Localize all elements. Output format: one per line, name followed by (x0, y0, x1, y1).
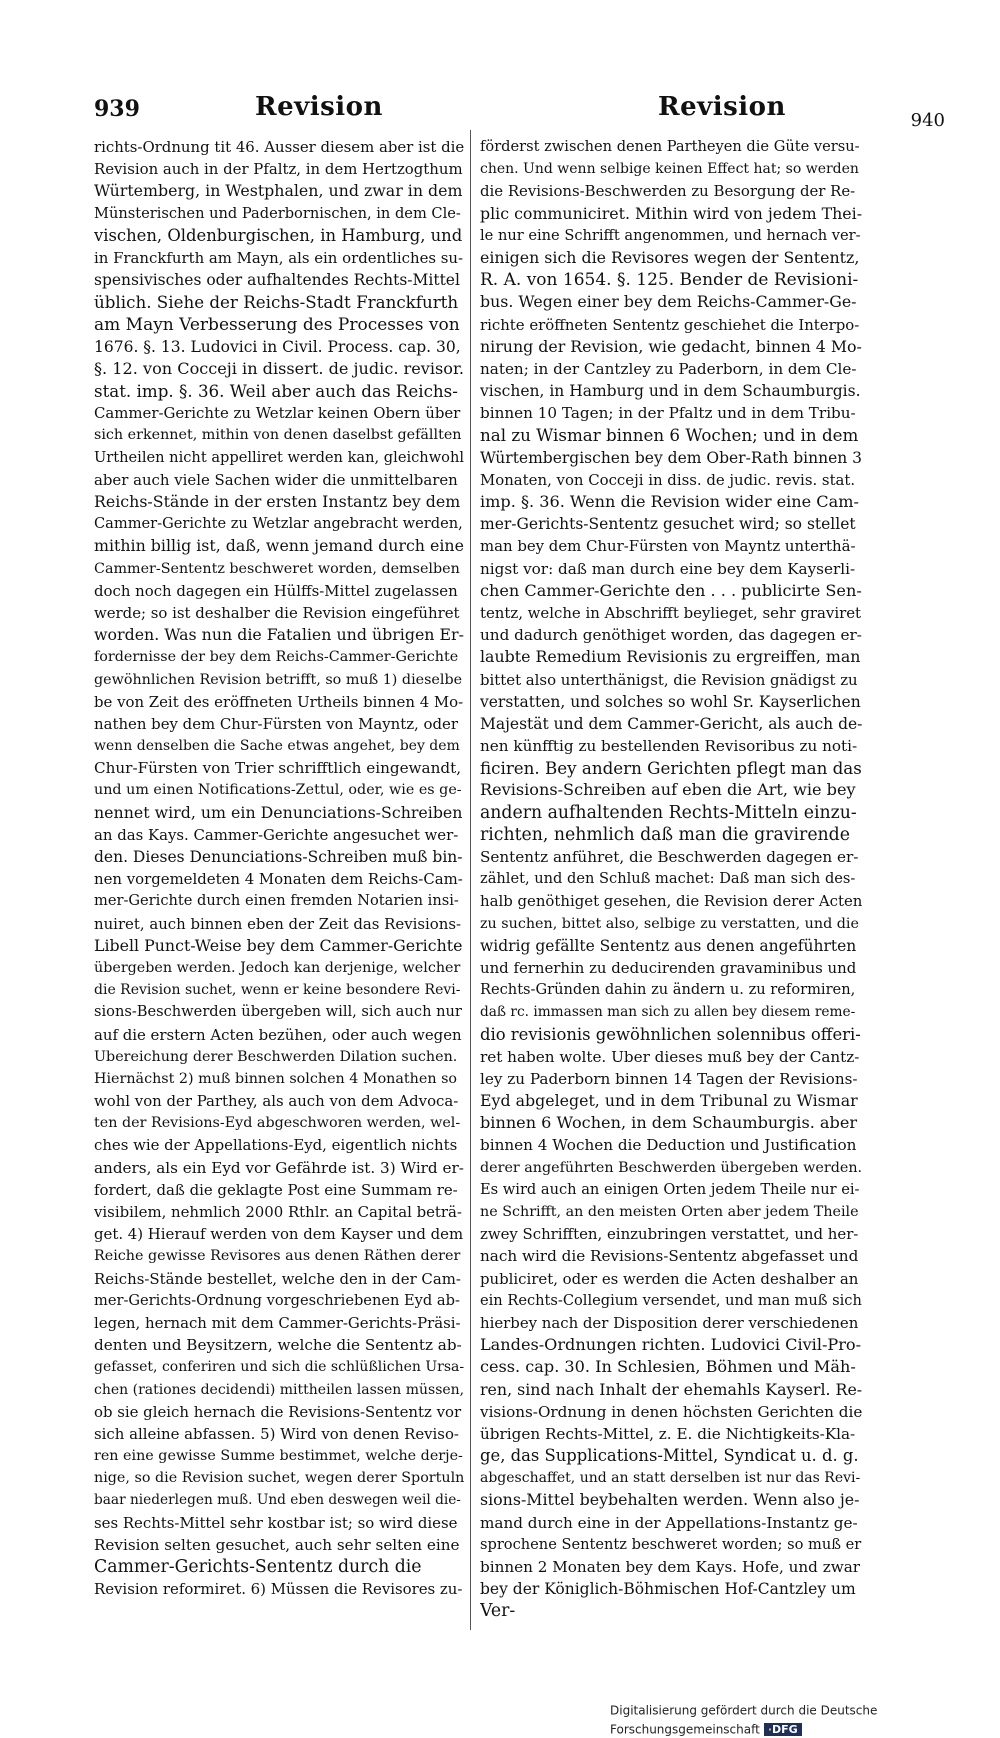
text-line: ob sie gleich hernach die Revisions-Sententz vor (94, 1402, 462, 1421)
text-line: dio revisionis gewöhnlichen solennibus offeri- (480, 1024, 861, 1044)
text-line: nen vorgemeldeten 4 Monaten dem Reichs-Cam- (94, 870, 463, 889)
text-line: anders, als ein Eyd vor Gefährde ist. 3) Wird er- (94, 1158, 464, 1177)
text-line: le nur eine Schrifft angenommen, und hernach ver- (480, 226, 861, 244)
text-line: mer-Gerichte durch einen fremden Notarien insi- (94, 892, 459, 910)
text-line: daß rc. immassen man sich zu allen bey diesem reme- (480, 1004, 856, 1021)
text-line: chen (rationes decidendi) mittheilen lassen müssen, (94, 1381, 464, 1398)
dfg-logo: ·DFG (764, 1723, 802, 1736)
text-line: Würtembergischen bey dem Ober-Rath binnen 3 (480, 448, 862, 467)
text-line: ficiren. Bey andern Gerichten pflegt man das (480, 758, 862, 779)
text-line: Cammer-Gerichte zu Wetzlar keinen Obern über (94, 404, 461, 423)
text-line: auf die erstern Acten bezühen, oder auch wegen (94, 1025, 462, 1044)
text-line: spensivisches oder aufhaltendes Rechts-Mittel (94, 271, 460, 290)
text-line: mer-Gerichts-Ordnung vorgeschriebenen Eyd ab- (94, 1291, 460, 1309)
text-line: Reichs-Stände bestellet, welche den in der Cam- (94, 1269, 461, 1288)
text-line: get. 4) Hierauf werden von dem Kayser und dem (94, 1225, 464, 1244)
text-line: binnen 6 Wochen, in dem Schaumburgis. aber (480, 1113, 858, 1133)
text-line: sions-Beschwerden übergeben will, sich auch nur (94, 1003, 462, 1021)
text-line: chen Cammer-Gerichte den . . . publicirte Sen- (480, 580, 862, 600)
text-line: widrig gefällte Sententz aus denen angeführten (480, 936, 857, 955)
text-line: und fernerhin zu deducirenden gravaminibus und (480, 958, 857, 977)
text-line: an das Kays. Cammer-Gerichte angesuchet wer- (94, 825, 459, 844)
text-line: binnen 10 Tagen; in der Pfaltz und in dem Tribu- (480, 404, 856, 423)
text-line: und um einen Notifications-Zettul, oder, wie es ge- (94, 782, 462, 799)
text-line: Hiernächst 2) muß binnen solchen 4 Monathen so (94, 1070, 458, 1087)
text-line: gefasset, conferiren und sich die schlüßlichen Ursa- (94, 1359, 464, 1376)
text-line: vischen, Oldenburgischen, in Hamburg, und (94, 225, 463, 245)
text-line: Cammer-Sententz beschweret worden, demselben (94, 560, 460, 577)
text-line: §. 12. von Cocceji in dissert. de judic. revisor. (94, 358, 464, 378)
text-line: Cammer-Gerichte zu Wetzlar angebracht werden, (94, 515, 463, 533)
text-line: Rechts-Gründen dahin zu ändern u. zu reformiren, (480, 981, 856, 999)
text-line: cess. cap. 30. In Schlesien, Böhmen und Mäh- (480, 1357, 856, 1377)
text-line: in Franckfurth am Mayn, als ein ordentliches su- (94, 248, 464, 267)
text-line: übrigen Rechts-Mittel, z. E. die Nichtigkeits-Kla- (480, 1424, 856, 1443)
text-line: bittet also unterthänigst, die Revision gnädigst zu (480, 670, 858, 689)
text-line: bus. Wegen einer bey dem Reichs-Cammer-Ge- (480, 292, 857, 312)
text-line: mithin billig ist, daß, wenn jemand durch eine (94, 536, 464, 556)
text-line: Reiche gewisse Revisores aus denen Räthen derer (94, 1248, 461, 1265)
text-line: wenn denselben die Sache etwas angehet, bey dem (94, 738, 460, 755)
text-line: sich alleine abfassen. 5) Wird von denen Reviso- (94, 1424, 459, 1443)
credit-text: Digitalisierung gefördert durch die Deutsche Forschungsgemeinschaft (610, 1703, 878, 1737)
text-line: gewöhnlichen Revision betrifft, so muß 1) dieselbe (94, 671, 463, 688)
text-line: nennet wird, um ein Denunciations-Schreiben (94, 802, 463, 822)
text-line: Monaten, von Cocceji in diss. de judic. revis. stat. (480, 470, 856, 489)
text-line: Revision reformiret. 6) Müssen die Revisores zu- (94, 1580, 463, 1599)
text-line: visibilem, nehmlich 2000 Rthlr. an Capital beträ- (94, 1203, 462, 1221)
text-line: tentz, welche in Abschrifft beylieget, sehr graviret (480, 603, 861, 622)
text-line: ren eine gewisse Summe bestimmet, welche derje- (94, 1448, 463, 1465)
text-line: verstatten, und solches so wohl Sr. Kayserlichen (480, 692, 861, 711)
text-line: ge, das Supplications-Mittel, Syndicat u. d. g. (480, 1446, 859, 1466)
text-line: ses Rechts-Mittel sehr kostbar ist; so wird diese (94, 1513, 458, 1532)
text-line: laubte Remedium Revisionis zu ergreiffen, man (480, 647, 861, 667)
text-line: einigen sich die Revisores wegen der Sententz, (480, 247, 860, 267)
text-line: andern aufhaltenden Rechts-Mitteln einzu- (480, 802, 857, 823)
text-line: legen, hernach mit dem Cammer-Gerichts-Präsi- (94, 1313, 461, 1332)
text-line: halb genöthiget gesehen, die Revision derer Acten (480, 892, 862, 911)
text-line: zu suchen, bittet also, selbige zu verstatten, und die (480, 915, 859, 932)
text-line: baar niederlegen muß. Und eben deswegen weil die- (94, 1492, 461, 1509)
text-line: am Mayn Verbesserung des Processes von (94, 314, 460, 335)
dfg-logo-text: DFG (772, 1723, 798, 1736)
text-line: doch noch dagegen ein Hülffs-Mittel zugelassen (94, 581, 458, 600)
digitization-credit (610, 1700, 1000, 1737)
text-line: ten der Revisions-Eyd abgeschworen werden, wel- (94, 1115, 461, 1132)
text-line: ret haben wolte. Uber dieses muß bey der Cantz- (480, 1047, 860, 1066)
left-page-number: 939 (94, 96, 140, 122)
text-line: nige, so die Revision suchet, wegen derer Sportuln (94, 1470, 464, 1487)
right-running-head: Revision (658, 92, 786, 122)
text-line: fordernisse der bey dem Reichs-Cammer-Gerichte (94, 649, 459, 666)
text-line: fordert, daß die geklagte Post eine Summam re- (94, 1180, 458, 1199)
text-line: nach wird die Revisions-Sententz abgefasset und (480, 1247, 859, 1266)
text-line: Ver- (480, 1601, 516, 1622)
text-line: zählet, und den Schluß machet: Daß man sich des- (480, 870, 856, 888)
text-line: ley zu Paderborn binnen 14 Tagen der Revisions- (480, 1069, 858, 1088)
text-line: Würtemberg, in Westphalen, und zwar in dem (94, 181, 463, 201)
text-line: zwey Schrifften, einzubringen verstattet, und her- (480, 1225, 859, 1244)
text-line: nuiret, auch binnen eben der Zeit das Revisions- (94, 914, 461, 933)
text-line: Münsterischen und Paderbornischen, in dem Cle- (94, 204, 461, 222)
text-line: übergeben werden. Jedoch kan derjenige, welcher (94, 959, 461, 976)
left-column (94, 136, 464, 1600)
text-line: Reichs-Stände in der ersten Instantz bey dem (94, 492, 461, 511)
text-line: sions-Mittel beybehalten werden. Wenn also je- (480, 1490, 860, 1510)
text-line: binnen 4 Wochen die Deduction und Justification (480, 1136, 857, 1155)
text-line: nal zu Wismar binnen 6 Wochen; und in dem (480, 425, 859, 446)
text-line: Revisions-Schreiben auf eben die Art, wie bey (480, 780, 856, 800)
text-line: richten, nehmlich daß man die gravirende (480, 824, 850, 845)
text-line: chen. Und wenn selbige keinen Effect hat; so werden (480, 161, 859, 178)
text-line: Libell Punct-Weise bey dem Cammer-Gerichte (94, 935, 463, 955)
text-line: derer angeführten Beschwerden übergeben werden. (480, 1159, 862, 1176)
text-line: naten; in der Cantzley zu Paderborn, in dem Cle- (480, 359, 857, 378)
text-line: denten und Beysitzern, welche die Sententz ab- (94, 1336, 462, 1355)
text-line: Majestät und dem Cammer-Gericht, als auch de- (480, 714, 862, 733)
text-line: nigst vor: daß man durch eine bey dem Kayserli- (480, 559, 856, 578)
text-line: die Revisions-Beschwerden zu Besorgung der Re- (480, 182, 856, 201)
text-line: stat. imp. §. 36. Weil aber auch das Reichs- (94, 381, 458, 402)
text-line: bey der Königlich-Böhmischen Hof-Cantzley um (480, 1580, 856, 1599)
left-running-head: Revision (255, 92, 383, 122)
text-line: den. Dieses Denunciations-Schreiben muß bin- (94, 848, 463, 866)
text-line: Sententz anführet, die Beschwerden dagegen er- (480, 848, 859, 866)
text-line: hierbey nach der Disposition derer verschiedenen (480, 1313, 859, 1332)
text-line: mand durch eine in der Appellations-Instantz ge- (480, 1513, 858, 1532)
text-line: visions-Ordnung in denen höchsten Gerichten die (480, 1402, 862, 1421)
text-line: aber auch viele Sachen wider die unmittelbaren (94, 470, 458, 489)
text-line: 1676. §. 13. Ludovici in Civil. Process. cap. 30, (94, 337, 461, 356)
text-line: plic communiciret. Mithin wird von jedem Thei- (480, 203, 862, 223)
text-line: förderst zwischen denen Partheyen die Güte versu- (480, 138, 860, 155)
text-line: werde; so ist deshalber die Revision eingeführet (94, 603, 460, 622)
text-line: üblich. Siehe der Reichs-Stadt Franckfurth (94, 292, 459, 313)
text-line: die Revision suchet, wenn er keine besondere Revi- (94, 982, 461, 999)
text-line: richts-Ordnung tit 46. Ausser diesem aber ist die (94, 138, 464, 156)
text-line: Ubereichung derer Beschwerden Dilation suchen. (94, 1048, 458, 1065)
text-line: richte eröffneten Sententz geschiehet die Interpo- (480, 315, 860, 334)
column-divider (470, 130, 471, 1630)
text-line: be von Zeit des eröffneten Urtheils binnen 4 Mo- (94, 692, 464, 711)
text-line: nathen bey dem Chur-Fürsten von Mayntz, oder (94, 714, 458, 733)
text-line: nirung der Revision, wie gedacht, binnen 4 Mo- (480, 336, 862, 356)
text-line: ren, sind nach Inhalt der ehemahls Kayserl. Re- (480, 1379, 862, 1399)
text-line: publiciret, oder es werden die Acten deshalber an (480, 1269, 859, 1288)
text-line: vischen, in Hamburg und in dem Schaumburgis. (480, 382, 861, 401)
text-line: Urtheilen nicht appelliret werden kan, gleichwohl (94, 448, 464, 466)
text-line: ein Rechts-Collegium versendet, und man muß sich (480, 1291, 862, 1309)
text-line: Cammer-Gerichts-Sententz durch die (94, 1557, 422, 1577)
text-line: nen künfftig zu bestellenden Revisoribus zu noti- (480, 737, 858, 756)
text-line: worden. Was nun die Fatalien und übrigen Er- (94, 625, 464, 645)
text-line: imp. §. 36. Wenn die Revision wider eine Cam- (480, 492, 859, 511)
text-line: Revision auch in der Pfaltz, in dem Hertzogthum (94, 160, 463, 179)
text-line: sich erkennet, mithin von denen daselbst gefällten (94, 427, 462, 444)
text-line: R. A. von 1654. §. 125. Bender de Revisioni- (480, 270, 859, 291)
text-line: wohl von der Parthey, als auch von dem Advoca- (94, 1092, 459, 1111)
text-line: und dadurch genöthiget worden, das dagegen er- (480, 626, 862, 645)
right-page-number: 940 (910, 110, 945, 131)
text-line: sprochene Sententz beschweret worden; so muß er (480, 1535, 862, 1553)
text-line: abgeschaffet, und an statt derselben ist nur das Revi- (480, 1470, 861, 1487)
text-line: ne Schrifft, an den meisten Orten aber jedem Theile (480, 1204, 859, 1220)
text-line: ches wie der Appellations-Eyd, eigentlich nichts (94, 1136, 458, 1155)
text-line: binnen 2 Monaten bey dem Kays. Hofe, und zwar (480, 1558, 861, 1576)
text-line: Revision selten gesuchet, auch sehr selten eine (94, 1535, 460, 1554)
text-line: man bey dem Chur-Fürsten von Mayntz unterthä- (480, 537, 856, 556)
text-line: Chur-Fürsten von Trier schrifftlich eingewandt, (94, 759, 462, 778)
text-line: Landes-Ordnungen richten. Ludovici Civil-Pro- (480, 1335, 862, 1355)
page-header (90, 90, 945, 131)
right-column (480, 136, 862, 1623)
text-line: Es wird auch an einigen Orten jedem Theile nur ei- (480, 1180, 860, 1198)
text-line: Eyd abgeleget, und in dem Tribunal zu Wismar (480, 1091, 858, 1111)
text-line: mer-Gerichts-Sententz gesuchet wird; so stellet (480, 515, 856, 534)
